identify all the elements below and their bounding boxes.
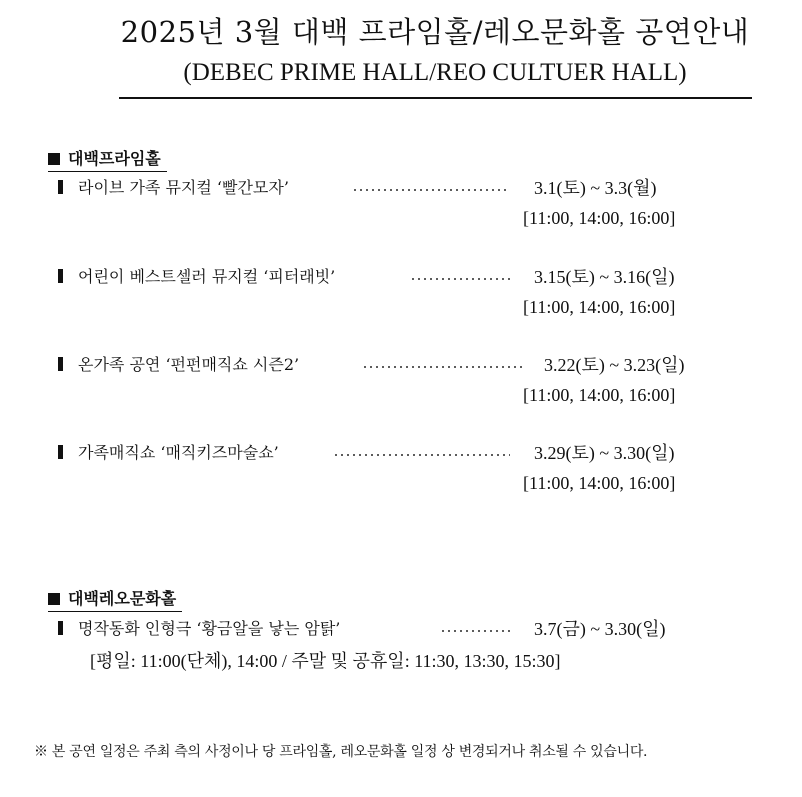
bar-bullet-icon <box>58 357 63 371</box>
bar-bullet-icon <box>58 180 63 194</box>
bar-bullet-icon <box>58 269 63 283</box>
performance-dates: 3.29(토) ~ 3.30(일) <box>534 443 675 463</box>
performance-times: [11:00, 14:00, 16:00] <box>523 297 676 317</box>
bar-bullet-icon <box>58 445 63 459</box>
performance-dates: 3.22(토) ~ 3.23(일) <box>544 355 685 375</box>
section-heading-label: 대백프라임홀 <box>68 149 161 168</box>
square-bullet-icon <box>48 153 60 165</box>
bar-bullet-icon <box>58 621 63 635</box>
list-item <box>58 614 340 644</box>
performance-title: 가족매직쇼 ‘매직키즈마술쇼’ <box>78 443 279 462</box>
list-item <box>58 173 289 203</box>
dot-leader <box>333 454 510 456</box>
dot-leader <box>362 366 522 368</box>
performance-times: [11:00, 14:00, 16:00] <box>523 208 676 228</box>
performance-dates: 3.7(금) ~ 3.30(일) <box>534 619 666 639</box>
performance-title: 라이브 가족 뮤지컬 ‘빨간모자’ <box>78 178 289 197</box>
section-heading-label: 대백레오문화홀 <box>68 589 177 608</box>
performance-dates: 3.15(토) ~ 3.16(일) <box>534 267 675 287</box>
page-subtitle: (DEBEC PRIME HALL/REO CULTUER HALL) <box>183 59 687 86</box>
square-bullet-icon <box>48 593 60 605</box>
performance-times: [평일: 11:00(단체), 14:00 / 주말 및 공휴일: 11:30, 13:30, 15:30] <box>90 651 561 671</box>
performance-title: 어린이 베스트셀러 뮤지컬 ‘피터래빗’ <box>78 267 336 286</box>
section-heading-reo-hall <box>48 589 182 612</box>
performance-title: 온가족 공연 ‘펀펀매직쇼 시즌2’ <box>78 355 300 374</box>
performance-dates: 3.1(토) ~ 3.3(월) <box>534 178 657 198</box>
page-title: 2025년 3월 대백 프라임홀/레오문화홀 공연안내 <box>120 15 750 49</box>
performance-title: 명작동화 인형극 ‘황금알을 낳는 암탉’ <box>78 619 341 638</box>
dot-leader <box>440 630 510 632</box>
dot-leader <box>352 189 510 191</box>
dot-leader <box>410 278 510 280</box>
section-heading-prime-hall <box>48 149 167 172</box>
title-underline <box>119 97 752 99</box>
footnote: ※ 본 공연 일정은 주최 측의 사정이나 당 프라임홀, 레오문화홀 일정 상 변경되거나 취소될 수 있습니다. <box>34 744 648 760</box>
list-item <box>58 262 335 292</box>
performance-times: [11:00, 14:00, 16:00] <box>523 385 676 405</box>
performance-times: [11:00, 14:00, 16:00] <box>523 473 676 493</box>
list-item <box>58 438 279 468</box>
list-item <box>58 350 299 380</box>
